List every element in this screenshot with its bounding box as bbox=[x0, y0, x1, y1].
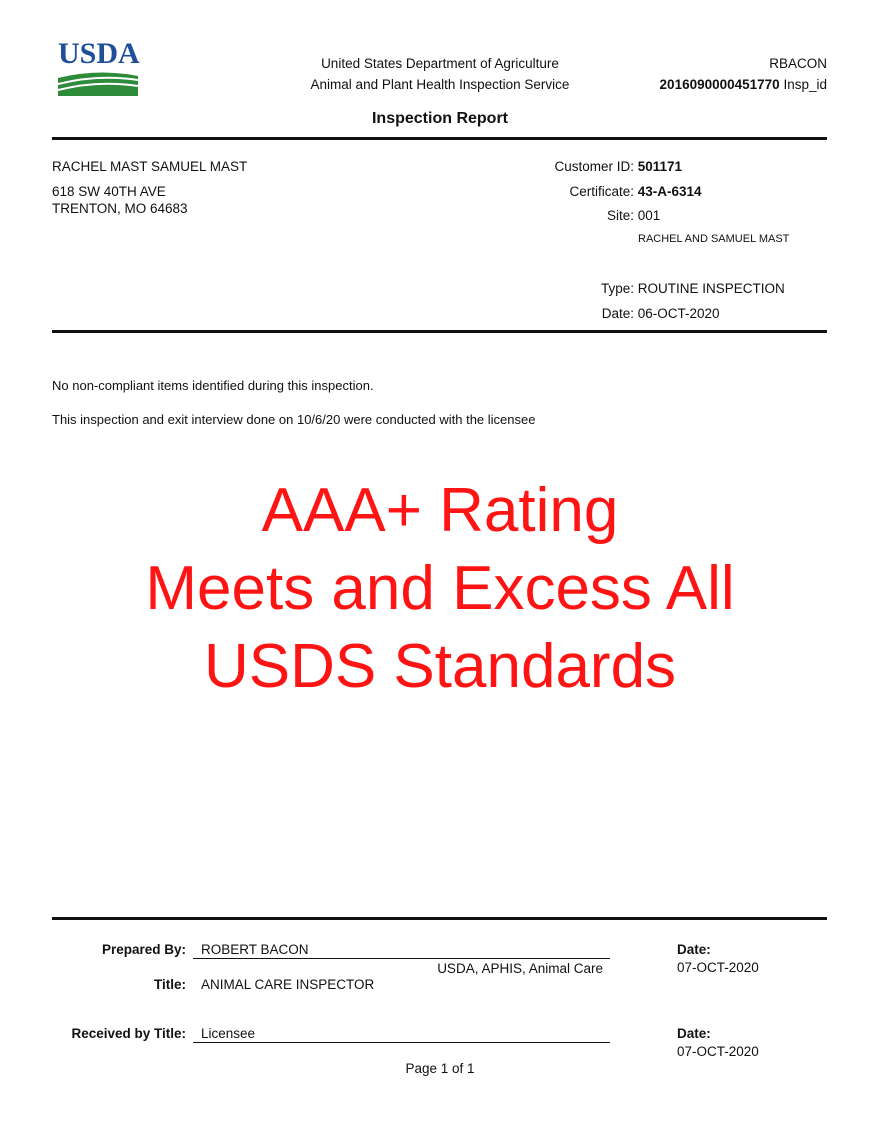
site-name: RACHEL AND SAMUEL MAST bbox=[638, 233, 790, 245]
inspection-number: 2016090000451770 bbox=[659, 77, 780, 92]
rating-overlay bbox=[0, 472, 880, 706]
report-title: Inspection Report bbox=[371, 110, 508, 127]
received-by-label: Received by Title: bbox=[71, 1026, 186, 1041]
prepared-date-label: Date: bbox=[677, 942, 711, 957]
received-by-underline bbox=[193, 1042, 610, 1043]
inspection-date-value: 06-OCT-2020 bbox=[637, 306, 720, 321]
inspection-id bbox=[660, 77, 827, 92]
prepared-by-name: ROBERT BACON bbox=[201, 942, 309, 957]
rating-overlay-line3: USDS Standards bbox=[203, 632, 677, 701]
inspection-id-suffix: Insp_id bbox=[783, 77, 827, 92]
exit-interview-line: This inspection and exit interview done on 10/6/20 were conducted with the licensee bbox=[52, 412, 536, 427]
type-label: Type: bbox=[600, 281, 634, 296]
prepared-by-underline bbox=[193, 958, 610, 959]
type-row bbox=[440, 280, 840, 298]
certificate-value: 43-A-6314 bbox=[637, 184, 702, 199]
certificate-row bbox=[440, 183, 840, 201]
usda-field-icon bbox=[58, 70, 138, 96]
received-date-label: Date: bbox=[677, 1026, 711, 1041]
rating-overlay-line2: Meets and Excess All bbox=[145, 554, 735, 623]
certificate-label: Certificate: bbox=[569, 184, 634, 199]
site-row bbox=[440, 207, 840, 225]
licensee-name: RACHEL MAST SAMUEL MAST bbox=[52, 159, 248, 174]
inspection-date-label: Date: bbox=[601, 306, 634, 321]
site-value: 001 bbox=[637, 208, 661, 223]
agency-service: Animal and Plant Health Inspection Service bbox=[310, 77, 570, 92]
prepared-by-label: Prepared By: bbox=[101, 942, 186, 957]
received-date-value: 07-OCT-2020 bbox=[677, 1044, 759, 1059]
rating-overlay-line1: AAA+ Rating bbox=[261, 476, 619, 545]
licensee-address2: TRENTON, MO 64683 bbox=[52, 201, 188, 216]
date-row bbox=[440, 305, 840, 323]
site-label: Site: bbox=[606, 208, 634, 223]
page-number: Page 1 of 1 bbox=[405, 1061, 475, 1076]
prepared-agency: USDA, APHIS, Animal Care bbox=[437, 961, 603, 976]
type-value: ROUTINE INSPECTION bbox=[637, 281, 785, 296]
inspector-code: RBACON bbox=[769, 56, 827, 71]
prepared-date-value: 07-OCT-2020 bbox=[677, 960, 759, 975]
title-value: ANIMAL CARE INSPECTOR bbox=[201, 977, 375, 992]
usda-logo bbox=[58, 37, 140, 96]
customer-id-value: 501171 bbox=[637, 159, 683, 174]
details-divider bbox=[52, 330, 827, 333]
footer-divider bbox=[52, 917, 827, 920]
usda-logo-text: USDA bbox=[58, 37, 140, 70]
licensee-address1: 618 SW 40TH AVE bbox=[52, 184, 166, 199]
agency-name: United States Department of Agriculture bbox=[321, 56, 559, 71]
findings-line: No non-compliant items identified during this inspection. bbox=[52, 378, 374, 393]
received-by-value: Licensee bbox=[201, 1026, 256, 1041]
header-divider bbox=[52, 137, 827, 140]
customer-id-row bbox=[440, 158, 840, 176]
customer-id-label: Customer ID: bbox=[554, 159, 634, 174]
title-label: Title: bbox=[153, 977, 186, 992]
